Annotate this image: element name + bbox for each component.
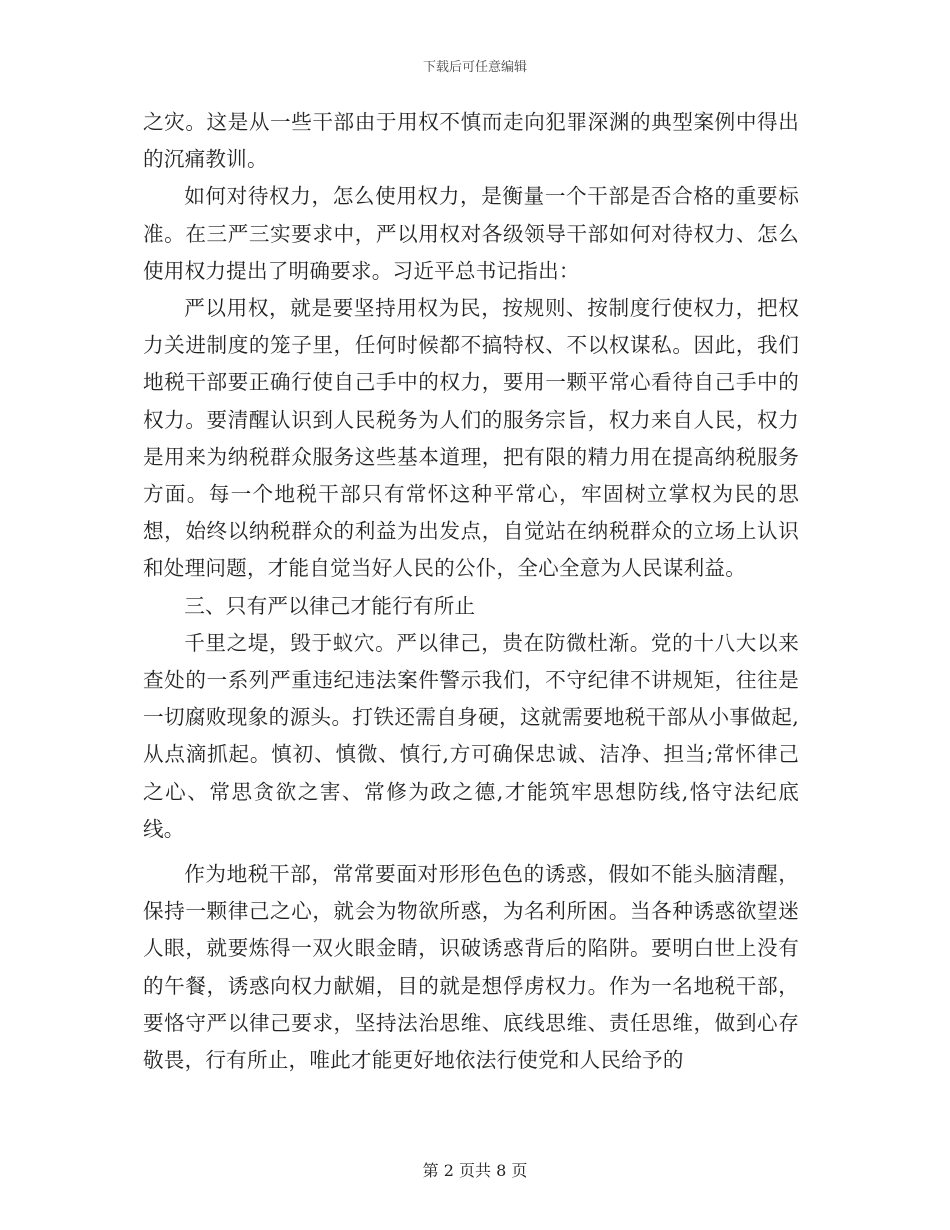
paragraph-2: 如何对待权力，怎么使用权力，是衡量一个干部是否合格的重要标准。在三严三实要求中，严以用权对各级领导干部如何对待权力、怎么使用权力提出了明确要求。习近平总书记指出： [143, 184, 799, 283]
page-number: 第 2 页共 8 页 [422, 1161, 528, 1180]
paragraph-4: 千里之堤，毁于蚁穴。严以律己，贵在防微杜渐。党的十八大以来查处的一系列严重违纪违法案件警示我们，不守纪律不讲规矩，往往是一切腐败现象的源头。打铁还需自身硬，这就需要地税干部从小事做起,从点滴抓起。慎初、慎微、慎行,方可确保忠诚、洁净、担当;常怀律己之心、常思贪欲之害、常修为政之德,才能筑牢思想防线,恪守法纪底线。 [143, 630, 799, 841]
paragraph-1: 之灾。这是从一些干部由于用权不慎而走向犯罪深渊的典型案例中得出的沉痛教训。 [143, 110, 799, 172]
page-header: 下载后可任意编辑 [422, 60, 527, 75]
paragraph-3: 严以用权，就是要坚持用权为民，按规则、按制度行使权力，把权力关进制度的笼子里，任何时候都不搞特权、不以权谋私。因此，我们地税干部要正确行使自己手中的权力，要用一颗平常心看待自己手中的权力。要清醒认识到人民税务为人们的服务宗旨，权力来自人民，权力是用来为纳税群众服务这些基本道理，把有限的精力用在提高纳税服务方面。每一个地税干部只有常怀这种平常心，牢固树立掌权为民的思想，始终以纳税群众的利益为出发点，自觉站在纳税群众的立场上认识和处理问题，才能自觉当好人民的公仆，全心全意为人民谋利益。 [143, 296, 799, 581]
paragraph-5: 作为地税干部，常常要面对形形色色的诱惑，假如不能头脑清醒，保持一颗律己之心，就会为物欲所惑，为名利所困。当各种诱惑欲望迷人眼，就要炼得一双火眼金睛，识破诱惑背后的陷阱。要明白世上没有的午餐，诱惑向权力献媚，目的就是想俘虏权力。作为一名地税干部，要恪守严以律己要求，坚持法治思维、底线思维、责任思维，做到心存敬畏，行有所止，唯此才能更好地依法行使党和人民给予的 [143, 862, 799, 1073]
document-body [143, 104, 799, 1079]
section-heading: 三、只有严以律己才能行有所止 [184, 593, 476, 618]
